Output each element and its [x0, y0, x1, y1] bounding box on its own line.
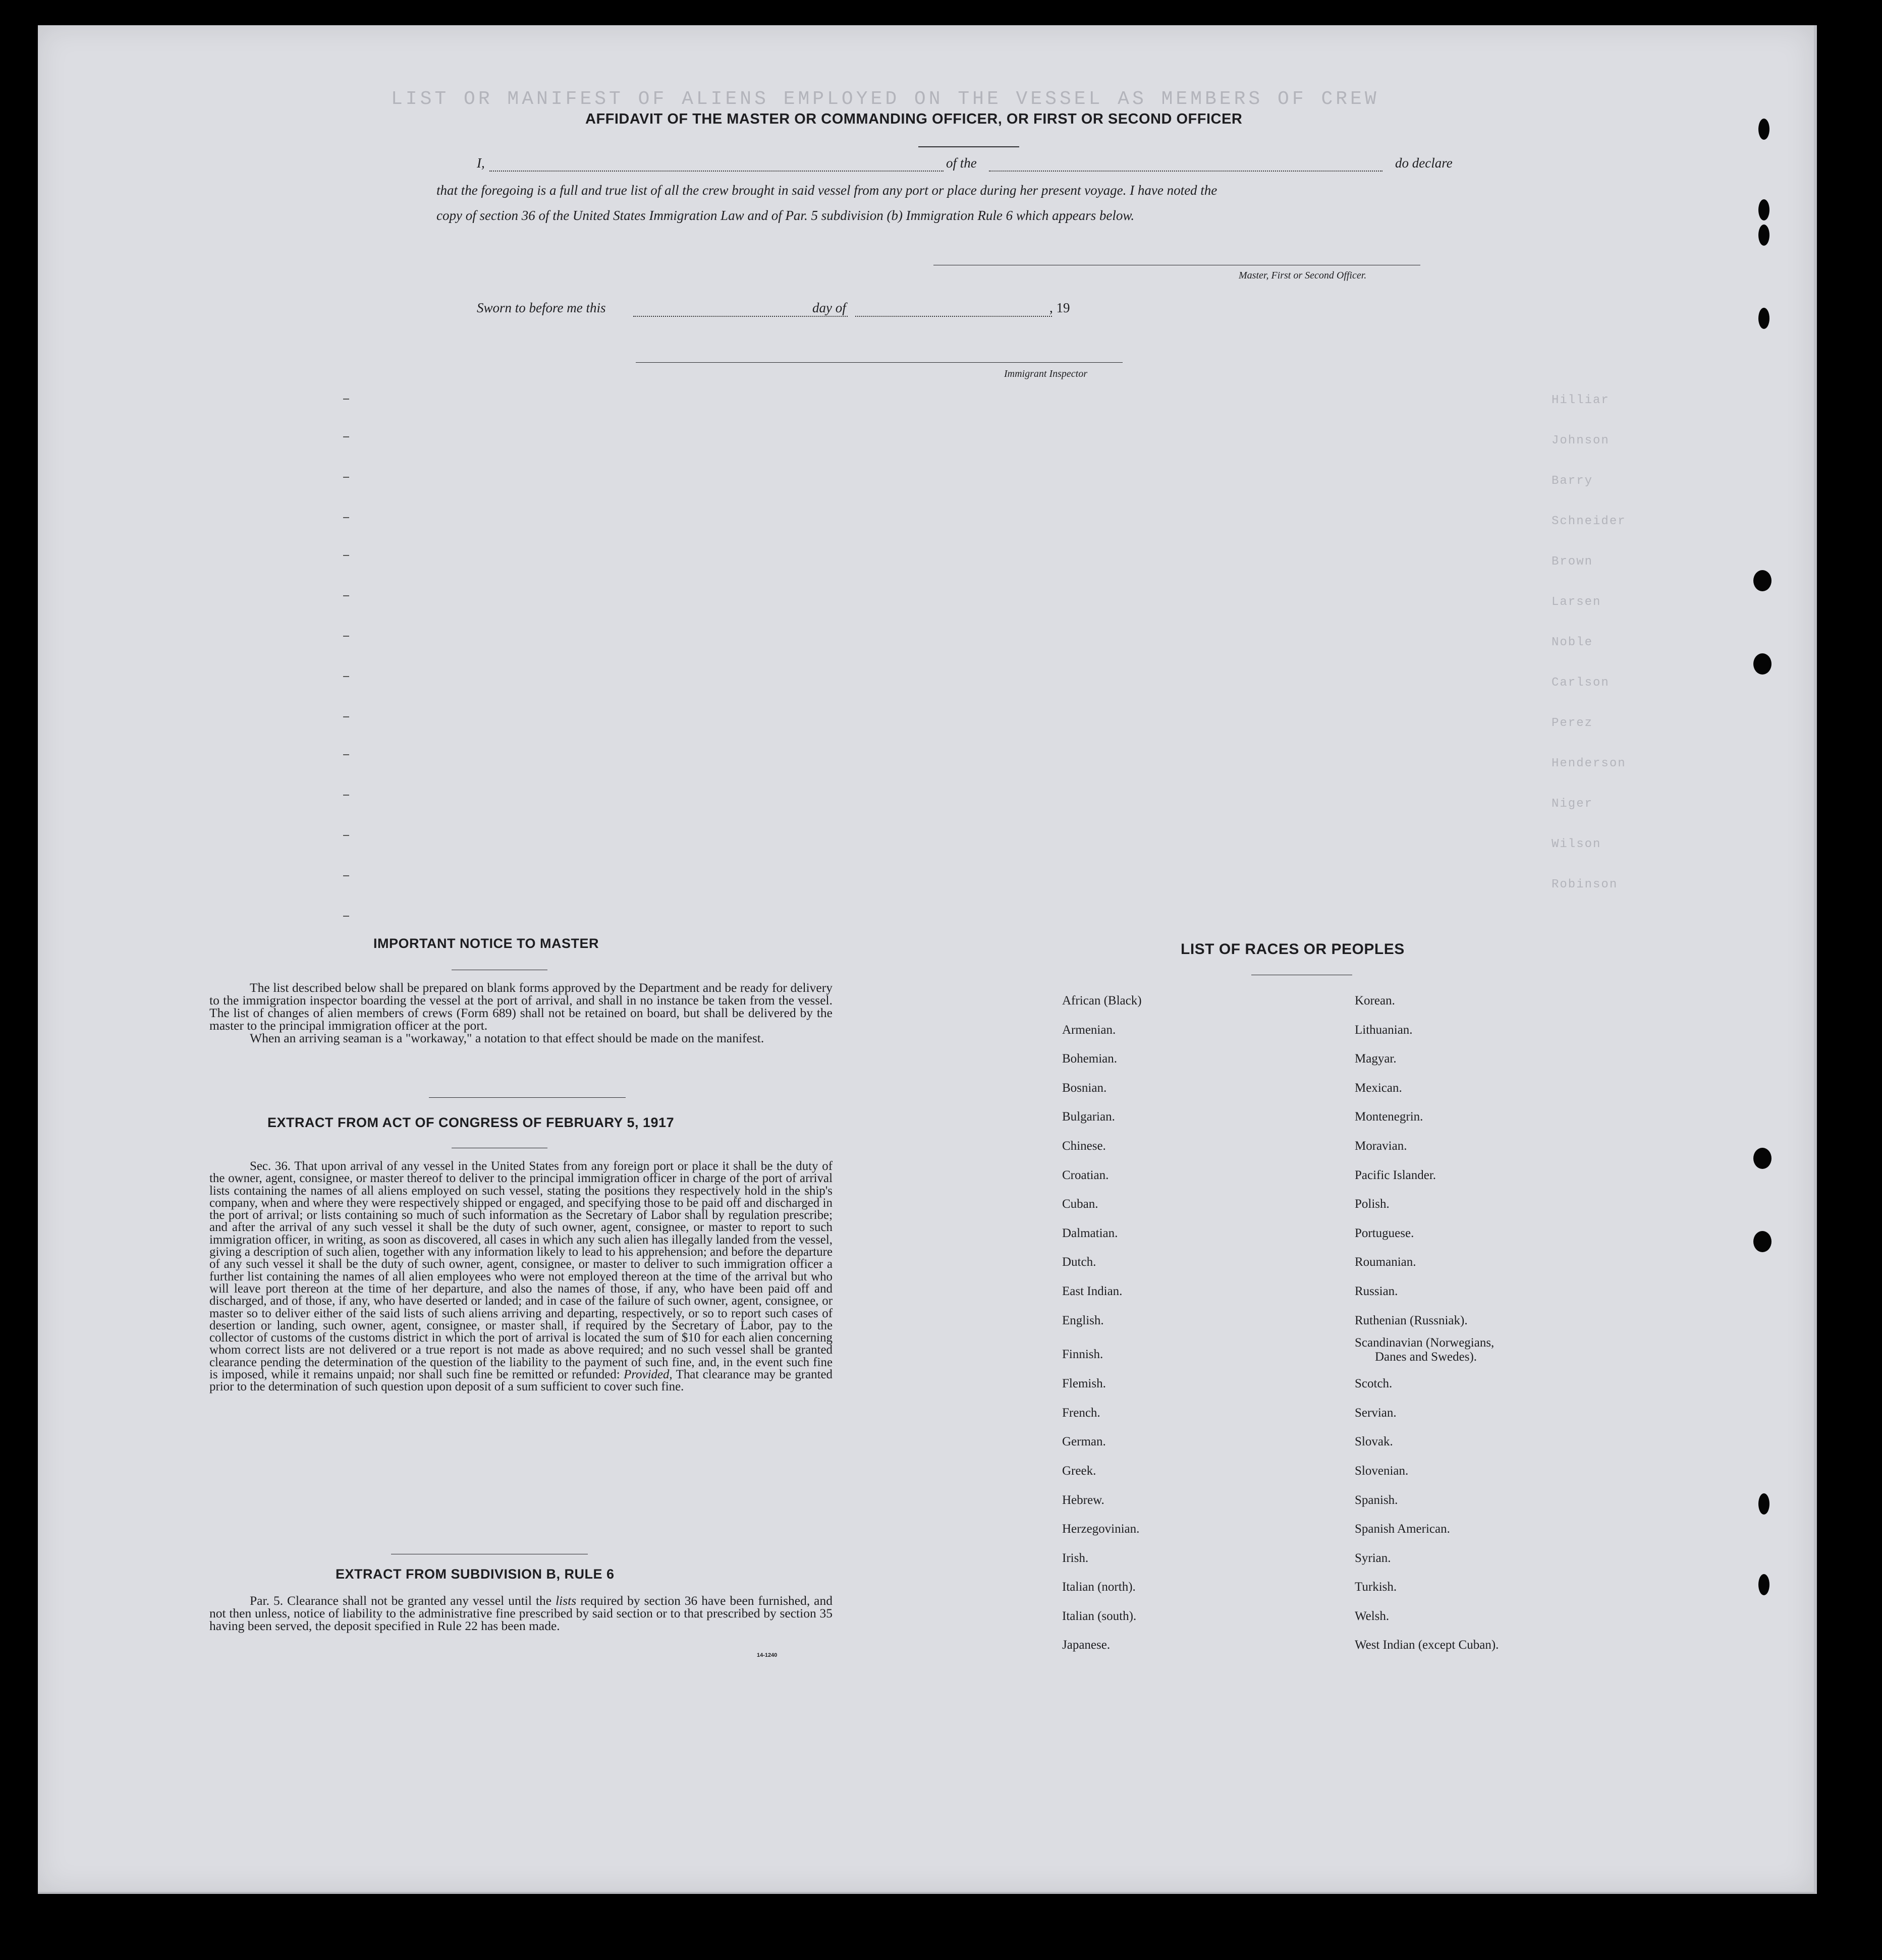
inspector-caption: Immigrant Inspector	[1004, 368, 1087, 379]
rule6-text-b: required by section 36 have been furnished, and not then unless, notice of liability to the administrative fine prescribed by said section or to that prescribed by section 35 having been served, the deposit specified in Rule 22 has been made.	[209, 1593, 833, 1633]
race-item: Bohemian.	[1062, 1052, 1118, 1066]
races-title: LIST OF RACES OR PEOPLES	[1181, 941, 1405, 958]
race-item: Chinese.	[1062, 1139, 1106, 1153]
act-proviso: Provided,	[624, 1368, 673, 1382]
race-item: Cuban.	[1062, 1197, 1098, 1211]
notice-text	[209, 981, 833, 1044]
notice-title: IMPORTANT NOTICE TO MASTER	[373, 936, 599, 951]
race-item: Scotch.	[1355, 1377, 1393, 1391]
declaration-line: that the foregoing is a full and true list of all the crew brought in said vessel from any port or place during her present voyage. I have noted the	[436, 183, 1217, 198]
race-item: Portuguese.	[1355, 1226, 1414, 1240]
race-item: Irish.	[1062, 1551, 1089, 1565]
affidavit-title-rule	[918, 146, 1019, 147]
race-item: Dutch.	[1062, 1255, 1096, 1269]
vessel-name-blank[interactable]	[989, 171, 1382, 172]
punch-hole	[1753, 570, 1772, 591]
rule6-text-a: Par. 5. Clearance shall not be granted any vessel until the	[250, 1593, 552, 1608]
punch-hole	[1753, 1231, 1772, 1252]
master-signature-caption: Master, First or Second Officer.	[1239, 270, 1367, 281]
race-item: Welsh.	[1355, 1609, 1390, 1623]
race-item: Montenegrin.	[1355, 1110, 1423, 1124]
race-item: English.	[1062, 1313, 1104, 1327]
race-item: French.	[1062, 1406, 1100, 1420]
race-item: West Indian (except Cuban).	[1355, 1638, 1499, 1652]
race-item: Polish.	[1355, 1197, 1390, 1211]
race-item: Italian (south).	[1062, 1609, 1137, 1623]
race-item: Turkish.	[1355, 1580, 1397, 1594]
sworn-month-blank[interactable]	[855, 316, 1052, 317]
notice-paragraph: The list described below shall be prepared on blank forms approved by the Department and be ready for delivery to the immigration inspector boarding the vessel at the port of arrival, and shall in no instance be taken from the vessel. The list of changes of alien members of crews (Form 689) shall not be retained on board, but shall be delivered by the master to the principal immigration officer at the port.	[209, 980, 833, 1033]
punch-hole	[1758, 308, 1769, 329]
section-rule	[429, 1097, 626, 1098]
race-item: Italian (north).	[1062, 1580, 1136, 1594]
race-item: Syrian.	[1355, 1551, 1391, 1565]
race-item: Pacific Islander.	[1355, 1168, 1436, 1182]
race-item: Bosnian.	[1062, 1081, 1107, 1095]
race-item: Servian.	[1355, 1406, 1397, 1420]
race-item: Spanish American.	[1355, 1522, 1450, 1536]
race-item-line: Scandinavian (Norwegians,	[1355, 1336, 1494, 1350]
race-item: Mexican.	[1355, 1081, 1402, 1095]
race-item: Hebrew.	[1062, 1493, 1104, 1507]
race-item: Greek.	[1062, 1464, 1096, 1478]
act-body: That upon arrival of any vessel in the United States from any foreign port or place it shall be the duty of the owner, agent, consignee, or master thereof to deliver to the principal immigration officer in charge of the port of arrival lists containing the names of all aliens employed on such vessel, stating the positions they respectively hold in the ship's company, when and where they were respectively shipped or engaged, and specifying those to be paid off and discharged in the port of arrival; or lists containing so much of such information as the Secretary of Labor shall by regulation prescribe; and after the arrival of any such vessel it shall be the duty of such owner, agent, consignee, or master to report to such immigration officer, in writing, as soon as discovered, all cases in which any such alien has illegally landed from the vessel, giving a description of such alien, together with any information likely to lead to his apprehension; and before the departure of any such vessel it shall be the duty of such owner, agent, consignee, or master to deliver to such immigration officer a further list containing the names of all alien employees who were not employed thereon at the time of the arrival but who will leave port thereon at the time of her departure, and also the names of those, if any, who have been paid off and discharged, and of those, if any, who have deserted or landed; and in case of the failure of such owner, agent, consignee, or master so to deliver either of the said lists of such aliens arriving and departing, respectively, or so to report such cases of desertion or landing, such owner, agent, consignee, or master shall, if required by the Secretary of Labor, pay to the collector of customs of the customs district in which the port of arrival is located the sum of $10 for each alien concerning whom correct lists are not delivered or a true report is not made as above required; and no such vessel shall be granted clearance pending the determination of the question of the liability to the payment of such fine, and, in the event such fine is imposed, while it remains unpaid; nor shall such fine be remitted or refunded:	[209, 1159, 833, 1382]
punch-hole	[1758, 1493, 1769, 1515]
notice-paragraph: When an arriving seaman is a "workaway," a notation to that effect should be made on the manifest.	[250, 1031, 764, 1045]
race-item: Moravian.	[1355, 1139, 1407, 1153]
rule6-title: EXTRACT FROM SUBDIVISION B, RULE 6	[336, 1566, 615, 1582]
declarant-name-blank[interactable]	[489, 171, 944, 172]
inspector-signature-line[interactable]	[636, 362, 1123, 363]
race-item: Bulgarian.	[1062, 1110, 1115, 1124]
act-title: EXTRACT FROM ACT OF CONGRESS OF FEBRUARY 5, 1917	[267, 1115, 675, 1130]
manifest-back-page: LIST OR MANIFEST OF ALIENS EMPLOYED ON THE VESSEL AS MEMBERS OF CREW Hilliar Johnson Barry Schneider Brown Larsen Noble Carlson Perez Henderson Niger Wilson Robinson AFFIDAVIT OF THE MASTER OR COMMANDING OFFICER, OR FIRST OR SECOND OFFICER I, of the do declare that the foregoing is a full and true list of all the crew brought in said vessel from any port or place during her present voyage. I have noted the copy of section 36 of the United States Immigration Law and of Par. 5 subdivision (b) Immigration Rule 6 which appears below. Master, First or Second Officer. Sworn to before me this day of , 19 Immigrant Inspector IMPORTANT NOTICE TO MASTER The list described below shall be prepared on blank forms approved by the Department and be ready for delivery to the immigration inspector boarding the vessel at the port of arrival, and shall in no instance be taken from the vessel. The list of changes of alien members of crews (Form 689) shall not be retained on board, but shall be delivered by the master to the principal immigration officer at the port. When an arriving seaman is a "workaway," a notation to that effect should be made on the manifest. EXTRACT FROM ACT OF CONGRESS OF FEBRUARY 5, 1917 Sec. 36. That upon arrival of any vessel in the United States from any foreign port or place it shall be the duty of the owner, agent, consignee, or master thereof to deliver to the principal immigration officer in charge of the port of arrival lists containing the names of all aliens employed on such vessel, stating the positions they respectively hold in the ship's company, when and where they were respectively shipped or engaged, and specifying those to be paid off and discharged in the port of arrival; or lists containing so much of such information as the Secretary of Labor shall by regulation prescribe; and after the arrival of any such vessel it shall be the duty of such owner, agent, consignee, or master to report to such immigration officer, in writing, as soon as discovered, all cases in which any such alien has illegally landed from the vessel, giving a description of such alien, together with any information likely to lead to his apprehension; and before the departure of any such vessel it shall be the duty of such owner, agent, consignee, or master to deliver to such immigration officer a further list containing the names of all alien employees who were not employed thereon at the time of the arrival but who will leave port thereon at the time of her departure, and also the names of those, if any, who have been paid off and discharged, and of those, if any, who have deserted or landed; and in case of the failure of such owner, agent, consignee, or master so to deliver either of the said lists of such aliens arriving and departing, respectively, or so to report such cases of desertion or landing, such owner, agent, consignee, or master shall, if required by the Secretary of Labor, pay to the collector of customs of the customs district in which the port of arrival is located the sum of $10 for each alien concerning whom correct lists are not delivered or a true report is not made as above required; and no such vessel shall be granted clearance pending the determination of the question of the liability to the payment of such fine, and, in the event such fine is imposed, while it remains unpaid; nor shall such fine be remitted or refunded: Provided, That clearance may be granted prior to the determination of such question upon deposit of a sum sufficient to cover such fine. EXTRACT FROM SUBDIVISION B, RULE 6 Par. 5. Clearance shall not be granted any vessel until the lists required by section 36 have been furnished, and not then unless, notice of liability to the administrative fine prescribed by said section or to that prescribed by section 35 having been served, the deposit specified in Rule 22 has been made. 14-1240 LIST OF RACES OR PEOPLES African (Black) Armenian. Bohemian. Bosnian. Bulgarian. Chinese. Croatian. Cuban. Dalmatian. Dutch. East Indian. English. Finnish. Flemish. French. German. Greek. Hebrew. Herzegovinian. Irish. Italian (north). Italian (south). Japanese. Korean. Lithuanian. Magyar. Mexican. Montenegrin. Moravian. Pacific Islander. Polish. Portuguese. Roumanian. Russian. Ruthenian (Russniak). Scandinavian (Norwegians, Danes and Swedes). Scotch. Servian. Slovak. Slovenian. Spanish. Spanish American. Syrian. Turkish. Welsh. West Indian (except Cuban).	[38, 25, 1817, 1894]
race-item: Spanish.	[1355, 1493, 1398, 1507]
sworn-label: Sworn to before me this	[477, 300, 606, 315]
do-declare-label: do declare	[1395, 155, 1453, 171]
act-tail: That clearance may be granted prior to the determination of such question upon deposit of a sum sufficient to cover such fine.	[209, 1368, 833, 1394]
year-label: , 19	[1049, 300, 1070, 315]
section-number: Sec. 36.	[250, 1159, 291, 1173]
punch-hole	[1753, 1148, 1772, 1169]
race-item: Ruthenian (Russniak).	[1355, 1313, 1468, 1327]
race-item: Roumanian.	[1355, 1255, 1416, 1269]
affidavit-title: AFFIDAVIT OF THE MASTER OR COMMANDING OFFICER, OR FIRST OR SECOND OFFICER	[585, 111, 1243, 127]
day-of-label: day of	[812, 300, 846, 315]
punch-hole	[1753, 653, 1772, 675]
race-item: Korean.	[1355, 994, 1395, 1007]
punch-hole	[1758, 225, 1769, 246]
race-item: German.	[1062, 1435, 1106, 1449]
act-section-36-text	[209, 1160, 833, 1393]
race-item: Japanese.	[1062, 1638, 1111, 1652]
race-item: Herzegovinian.	[1062, 1522, 1140, 1536]
race-item: Flemish.	[1062, 1377, 1106, 1391]
race-item: East Indian.	[1062, 1284, 1123, 1298]
races-column-1	[1062, 986, 1142, 1660]
punch-hole	[1758, 199, 1769, 220]
declarant-label: I,	[477, 155, 485, 171]
of-the-label: of the	[946, 155, 977, 171]
race-item: Armenian.	[1062, 1023, 1116, 1037]
declaration-line: copy of section 36 of the United States Immigration Law and of Par. 5 subdivision (b) Immigration Rule 6 which appears below.	[436, 208, 1135, 223]
rule6-text	[209, 1594, 833, 1632]
race-item	[1355, 1335, 1499, 1369]
race-item: African (Black)	[1062, 994, 1142, 1007]
race-item: Magyar.	[1355, 1052, 1397, 1066]
punch-hole	[1758, 1574, 1769, 1595]
race-item: Dalmatian.	[1062, 1226, 1118, 1240]
sworn-day-blank[interactable]	[633, 316, 848, 317]
race-item: Lithuanian.	[1355, 1023, 1413, 1037]
rule6-lists-word: lists	[556, 1593, 577, 1608]
race-item: Slovak.	[1355, 1435, 1393, 1449]
punch-hole	[1758, 119, 1769, 140]
race-item: Slovenian.	[1355, 1464, 1409, 1478]
race-item-continuation: Danes and Swedes).	[1375, 1350, 1477, 1364]
races-column-2	[1355, 986, 1499, 1660]
race-item: Russian.	[1355, 1284, 1398, 1298]
race-item: Croatian.	[1062, 1168, 1109, 1182]
race-item: Finnish.	[1062, 1348, 1103, 1362]
form-code: 14-1240	[757, 1652, 778, 1658]
